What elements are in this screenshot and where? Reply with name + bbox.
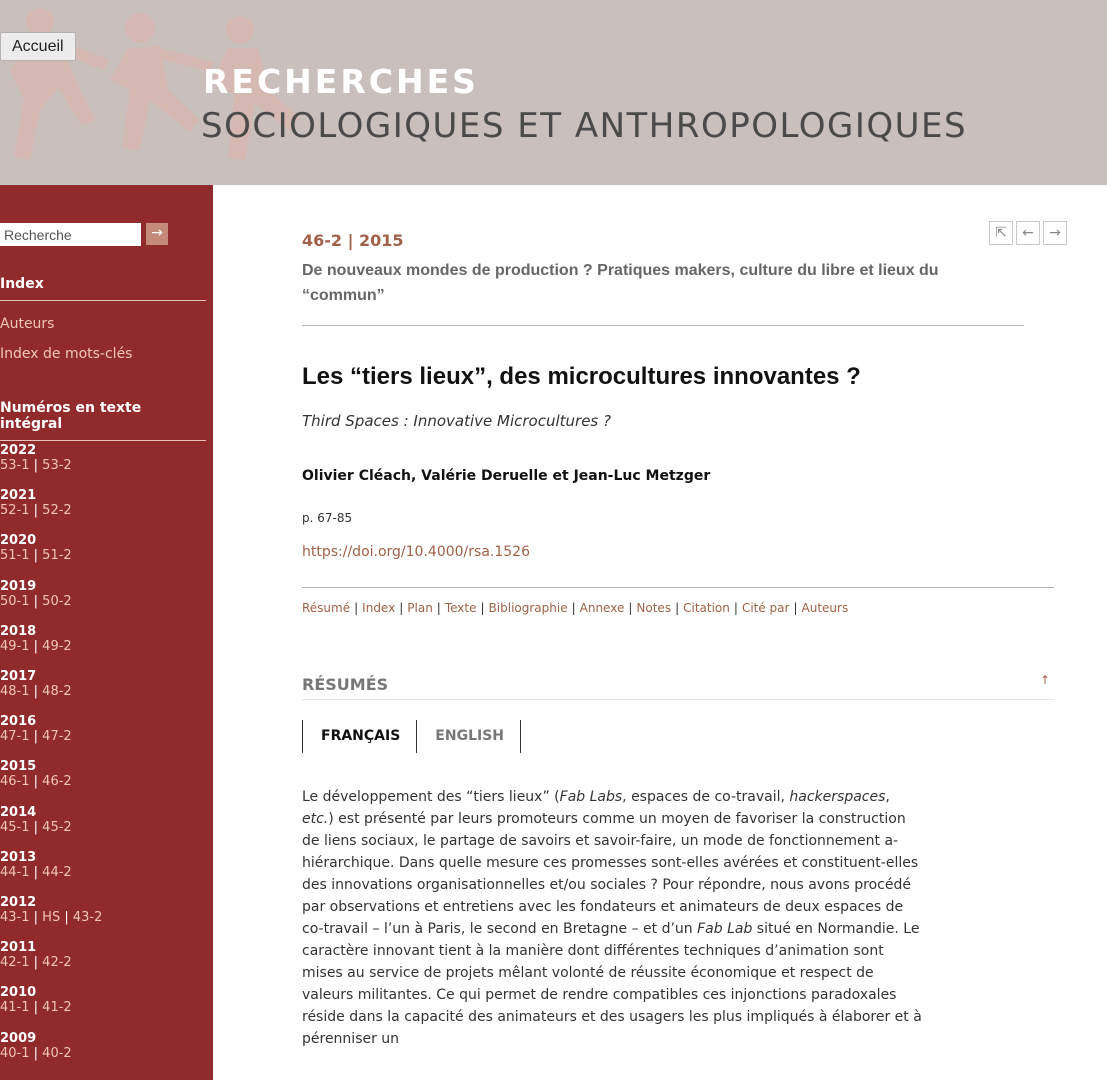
separator: | <box>571 601 576 615</box>
year-block <box>0 895 206 925</box>
index-heading: Index <box>0 276 206 301</box>
year-block <box>0 714 206 744</box>
year-block <box>0 579 206 609</box>
abstract-text-run: Le développement des “tiers lieux” ( <box>302 789 560 805</box>
section-link[interactable]: Plan <box>407 601 433 615</box>
abstract-italic-term: Fab Lab <box>697 921 753 937</box>
sidebar-link-index-mots-cles[interactable]: Index de mots-clés <box>0 346 133 362</box>
year-label: 2015 <box>0 759 37 775</box>
issue-link[interactable]: 52-1 <box>0 503 30 519</box>
abstract-text-run: , <box>885 789 890 805</box>
issue-links <box>0 1000 206 1015</box>
separator: | <box>436 601 441 615</box>
article-nav <box>989 221 1070 245</box>
section-link[interactable]: Bibliographie <box>488 601 568 615</box>
year-label: 2021 <box>0 488 37 504</box>
separator: | <box>29 593 43 609</box>
separator: | <box>29 729 43 745</box>
section-link[interactable]: Notes <box>636 601 672 615</box>
next-article-button[interactable]: → <box>1043 221 1067 245</box>
issue-link[interactable]: 40-2 <box>42 1045 72 1061</box>
year-block <box>0 805 206 835</box>
issue-link[interactable]: 48-1 <box>0 684 30 699</box>
separator: | <box>60 910 73 925</box>
year-block <box>0 443 206 473</box>
issue-link[interactable]: 44-1 <box>0 864 30 880</box>
year-label: 2016 <box>0 714 37 730</box>
issue-link[interactable]: 51-1 <box>0 548 30 564</box>
issue-links <box>0 639 206 654</box>
abstract-text-run: situé en Normandie. Le caractère innovant tient à la manière dont différentes techniques d’animation sont mises au service de projets mêlant volonté de réussite économique et respect de valeurs militantes. Ce qui permet de rendre compatibles ces injonctions paradoxales réside dans la capacité des animateurs et des usagers les plus impliqués à élaborer et à pérenniser un <box>302 921 922 1047</box>
issue-link[interactable]: 42-1 <box>0 955 30 971</box>
year-label: 2022 <box>0 443 37 458</box>
doi-link[interactable]: https://doi.org/10.4000/rsa.1526 <box>302 544 530 560</box>
issue-title: De nouveaux mondes de production ? Pratiques makers, culture du libre et lieux du “commun” <box>302 262 939 304</box>
separator: | <box>733 601 738 615</box>
issue-links <box>0 820 206 835</box>
search-submit-button[interactable]: → <box>146 223 168 245</box>
section-link[interactable]: Index <box>362 601 396 615</box>
separator: | <box>29 910 43 925</box>
year-label: 2010 <box>0 985 37 1001</box>
separator: | <box>29 548 43 564</box>
abstract-text <box>302 786 922 1050</box>
year-block <box>0 759 206 789</box>
year-block <box>0 1031 206 1061</box>
site-title-line1: RECHERCHES <box>203 62 479 101</box>
issue-link[interactable]: 43-1 <box>0 910 30 925</box>
up-level-button[interactable]: ⇱ <box>989 221 1013 245</box>
section-link[interactable]: Auteurs <box>801 601 849 615</box>
sidebar-link-auteurs[interactable]: Auteurs <box>0 316 55 332</box>
year-label: 2020 <box>0 533 37 549</box>
year-label: 2011 <box>0 940 37 956</box>
section-link[interactable]: Citation <box>683 601 730 615</box>
issue-number-link[interactable]: 46-2 | 2015 <box>302 231 404 250</box>
year-label: 2009 <box>0 1030 37 1046</box>
issue-link[interactable]: 47-1 <box>0 729 30 745</box>
issue-link[interactable]: 53-2 <box>42 458 72 473</box>
issue-link[interactable]: 46-2 <box>42 774 72 790</box>
tab-english[interactable]: ENGLISH <box>417 720 521 753</box>
site-banner <box>0 0 1107 185</box>
year-block <box>0 533 206 563</box>
abstract-italic-term: etc. <box>302 811 329 827</box>
issue-links <box>0 1046 206 1061</box>
search-input[interactable] <box>0 223 141 246</box>
back-to-top-icon[interactable]: ↑ <box>1040 673 1051 687</box>
language-tabs <box>302 720 521 753</box>
abstract-italic-term: hackerspaces <box>789 789 886 805</box>
year-block <box>0 850 206 880</box>
issue-links <box>0 684 206 699</box>
year-label: 2013 <box>0 849 37 865</box>
issue-link[interactable]: 41-1 <box>0 1000 30 1016</box>
separator: | <box>29 1000 43 1016</box>
separator: | <box>354 601 359 615</box>
issue-link[interactable]: 50-1 <box>0 593 30 609</box>
year-block <box>0 624 206 654</box>
issue-link[interactable]: 40-1 <box>0 1045 30 1061</box>
divider <box>302 325 1024 326</box>
sidebar <box>0 185 213 1080</box>
section-heading-resumes: RÉSUMÉS <box>302 675 389 694</box>
issue-link[interactable]: 44-2 <box>42 864 72 880</box>
separator: | <box>29 819 43 835</box>
issue-links <box>0 594 206 609</box>
issue-links <box>0 865 206 880</box>
page-range: p. 67-85 <box>302 511 353 525</box>
issue-link[interactable]: 51-2 <box>42 548 72 564</box>
separator: | <box>793 601 798 615</box>
separator: | <box>480 601 485 615</box>
year-block <box>0 669 206 699</box>
issue-link[interactable]: 49-1 <box>0 638 30 654</box>
issue-link[interactable]: 42-2 <box>42 955 72 971</box>
article-authors[interactable]: Olivier Cléach, Valérie Deruelle et Jean-Luc Metzger <box>302 468 711 484</box>
issue-link[interactable]: 50-2 <box>42 593 72 609</box>
divider <box>302 699 1054 700</box>
separator: | <box>29 503 43 519</box>
issue-links <box>0 955 206 970</box>
separator: | <box>29 955 43 971</box>
issue-links <box>0 774 206 789</box>
issue-links <box>0 458 206 473</box>
separator: | <box>29 864 43 880</box>
separator: | <box>29 458 43 473</box>
separator: | <box>675 601 680 615</box>
issue-links <box>0 548 206 563</box>
issue-link[interactable]: 48-2 <box>42 684 72 699</box>
year-label: 2014 <box>0 804 37 820</box>
issue-link[interactable]: 53-1 <box>0 458 30 473</box>
section-link[interactable]: Annexe <box>579 601 625 615</box>
issue-links <box>0 729 206 744</box>
separator: | <box>29 1045 43 1061</box>
separator: | <box>628 601 633 615</box>
abstract-text-run: , espaces de co-travail, <box>622 789 790 805</box>
year-block <box>0 940 206 970</box>
divider <box>302 587 1054 588</box>
issue-link[interactable]: HS <box>42 910 61 925</box>
separator: | <box>29 684 43 699</box>
issue-link[interactable]: 45-1 <box>0 819 30 835</box>
issue-links <box>0 503 206 518</box>
year-label: 2019 <box>0 578 37 594</box>
article-subtitle: Third Spaces : Innovative Microcultures ? <box>302 412 611 430</box>
abstract-text-run: ) est présenté par leurs promoteurs comme un moyen de favoriser la construction de liens sociaux, le partage de savoirs et savoir-faire, un mode de fonctionnement a-hiérarchique. Dans quelle mesure ces promesses sont-elles avérées et constituent-elles des innovations organisationnelles et/ou sociales ? Pour répondre, nous avons procédé par observations et entretiens avec les fondateurs et animateurs de deux espaces de co-travail – l’un à Paris, le second en Bretagne – et d’un <box>302 811 919 937</box>
article-title: Les “tiers lieux”, des microcultures innovantes ? <box>302 363 861 390</box>
abstract-italic-term: Fab Labs <box>559 789 623 805</box>
article-section-links <box>302 601 848 615</box>
section-link[interactable]: Cité par <box>741 601 790 615</box>
year-label: 2018 <box>0 623 37 639</box>
year-block <box>0 985 206 1015</box>
issue-link[interactable]: 46-1 <box>0 774 30 790</box>
issue-link[interactable]: 47-2 <box>42 729 72 745</box>
section-link[interactable]: Résumé <box>302 601 351 615</box>
separator: | <box>399 601 404 615</box>
previous-article-button[interactable]: ← <box>1016 221 1040 245</box>
year-label: 2012 <box>0 895 37 910</box>
year-block <box>0 488 206 518</box>
issue-link[interactable]: 52-2 <box>42 503 72 519</box>
issue-link[interactable]: 43-2 <box>72 910 103 925</box>
section-link[interactable]: Texte <box>444 601 477 615</box>
year-label: 2017 <box>0 669 37 684</box>
separator: | <box>29 638 43 654</box>
site-title-line2: SOCIOLOGIQUES ET ANTHROPOLOGIQUES <box>201 106 968 146</box>
issue-link[interactable]: 49-2 <box>42 638 72 654</box>
home-button[interactable]: Accueil <box>0 32 76 61</box>
issue-link[interactable]: 41-2 <box>42 1000 72 1016</box>
tab-francais[interactable]: FRANÇAIS <box>303 720 417 753</box>
issue-link[interactable]: 45-2 <box>42 819 72 835</box>
issues-heading: Numéros en texte intégral <box>0 400 206 441</box>
separator: | <box>29 774 43 790</box>
issue-links <box>0 910 206 925</box>
